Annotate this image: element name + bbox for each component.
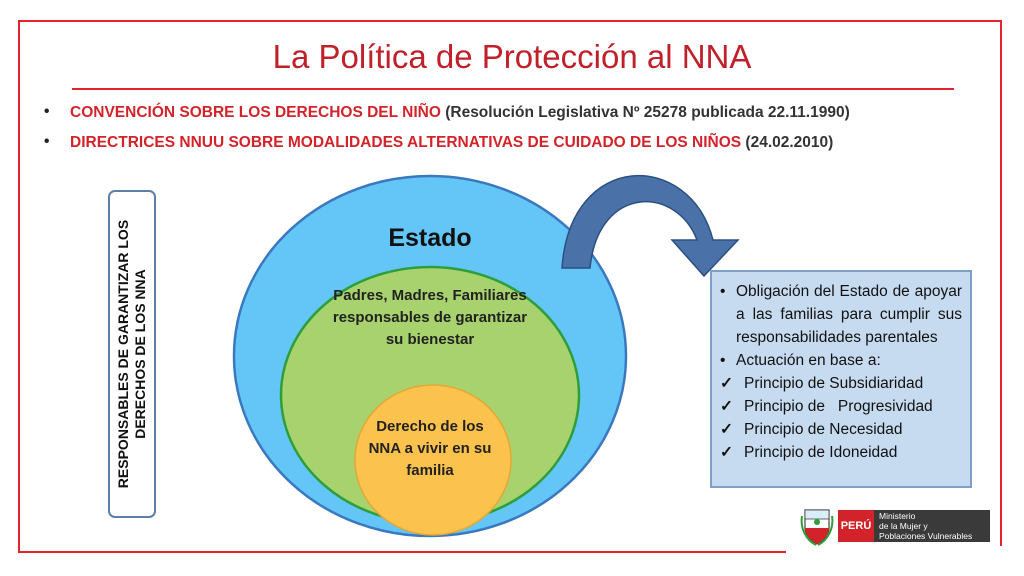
bullet-directrices-detail: (24.02.2010) [741, 134, 834, 151]
padres-label: Padres, Madres, Familiares responsables de garantizar su bienestar [332, 287, 528, 348]
bullet-dot-icon: • [44, 103, 50, 120]
principio-item [720, 372, 962, 395]
ministerio-line3: Poblaciones Vulnerables [879, 531, 973, 541]
curved-arrow-icon [562, 176, 738, 276]
ministerio-name [874, 510, 990, 542]
principio-text: Principio de Subsidiaridad [744, 375, 924, 392]
derecho-label: Derecho de los NNA a vivir en su familia [368, 418, 492, 479]
checkmark-icon: ✓ [720, 444, 733, 461]
ministerio-line2: de la Mujer y [879, 521, 928, 531]
ministerio-line1: Ministerio [879, 511, 916, 521]
estado-label: Estado [388, 224, 472, 252]
principio-item [720, 395, 962, 418]
obligacion-text: Obligación del Estado de apoyar a las familias para cumplir sus responsabilidades parentales [736, 283, 962, 346]
slide-title: La Política de Protección al NNA [272, 38, 752, 75]
bullet-directrices-title: DIRECTRICES NNUU SOBRE MODALIDADES ALTERNATIVAS DE CUIDADO DE LOS NIÑOS [70, 134, 742, 151]
principio-text: Principio de Idoneidad [744, 444, 898, 461]
bullet-convencion-detail: (Resolución Legislativa Nº 25278 publicada 22.11.1990) [440, 104, 850, 121]
principio-item [720, 418, 962, 441]
bullet-dot-icon: • [44, 133, 50, 150]
bullet-convencion-title: CONVENCIÓN SOBRE LOS DERECHOS DEL NIÑO [70, 104, 441, 121]
peru-coat-of-arms-icon [800, 506, 834, 546]
obligaciones-box [710, 270, 972, 488]
actuacion-item [720, 349, 962, 372]
responsables-label: RESPONSABLES DE GARANTIZAR LOS DERECHOS DE LOS NNA [115, 219, 148, 489]
principio-item [720, 441, 962, 464]
bullet-dot-icon: • [720, 283, 726, 300]
bullet-dot-icon: • [720, 352, 726, 369]
principio-text: Principio de Progresividad [744, 398, 933, 415]
checkmark-icon: ✓ [720, 398, 733, 415]
actuacion-text: Actuación en base a: [736, 352, 881, 369]
checkmark-icon: ✓ [720, 421, 733, 438]
checkmark-icon: ✓ [720, 375, 733, 392]
ministerio-logo [800, 506, 992, 546]
peru-label: PERÚ [838, 510, 874, 542]
obligacion-item [720, 280, 962, 349]
principio-text: Principio de Necesidad [744, 421, 903, 438]
